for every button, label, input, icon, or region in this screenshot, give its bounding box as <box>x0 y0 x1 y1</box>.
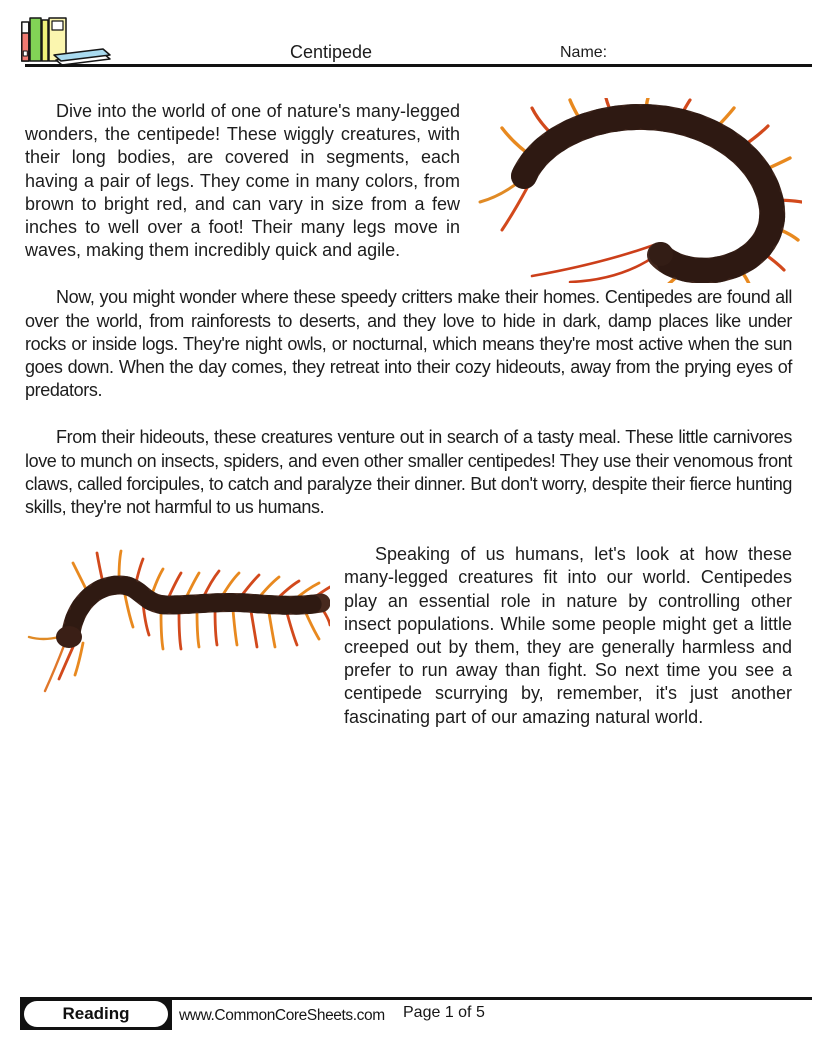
paragraph-1: Dive into the world of one of nature's many-legged wonders, the centipede! These wiggly creatures, with their long bodies, are covered in segments, each having a pair of legs. They come in many colors, from brown to bright red, and can vary in size from a few inches to well over a foot! Their many legs move in waves, making them incredibly quick and agile. <box>25 101 460 261</box>
category-badge <box>20 997 172 1030</box>
page-indicator: Page 1 of 5 <box>403 1004 485 1021</box>
paragraph-4: Speaking of us humans, let's look at how these many-legged creatures fit into our world. Centipedes play an essential role in nature by controlling other insect populations. While some people might get a little creeped out by them, they are generally harmless and prefer to run away than fight. So next time you see a centipede scurrying by, remember, it's just another fascinating part of our amazing natural world. <box>344 544 792 727</box>
books-logo-icon <box>19 13 114 66</box>
name-label: Name: <box>560 44 608 61</box>
page-title: Centipede <box>289 42 373 62</box>
centipede-curled-image <box>472 98 802 283</box>
header-rule <box>25 64 812 67</box>
centipede-curled-graphic <box>472 98 802 283</box>
paragraph-3: From their hideouts, these creatures venture out in search of a tasty meal. These little carnivores love to munch on insects, spiders, and even other smaller centipedes! They use their venomous front claws, called forcipules, to catch and paralyze their dinner. But don't worry, despite their fierce hunting skills, they're not harmful to us humans. <box>25 427 792 518</box>
paragraph-2: Now, you might wonder where these speedy critters make their homes. Centipedes are found all over the world, from rainforests to deserts, and they love to hide in dark, damp places like under rocks or inside logs. They're night owls, or nocturnal, which means they're most active when the sun goes down. When the day comes, they retreat into their cozy hideouts, away from the prying eyes of predators. <box>25 287 792 401</box>
footer <box>0 997 816 1042</box>
reading-passage <box>25 100 792 753</box>
category-label: Reading <box>62 1003 130 1023</box>
website-url: www.CommonCoreSheets.com <box>179 1007 385 1024</box>
category-pill <box>24 1001 168 1027</box>
centipede-walking-graphic <box>25 545 330 703</box>
centipede-walking-image <box>25 545 330 703</box>
